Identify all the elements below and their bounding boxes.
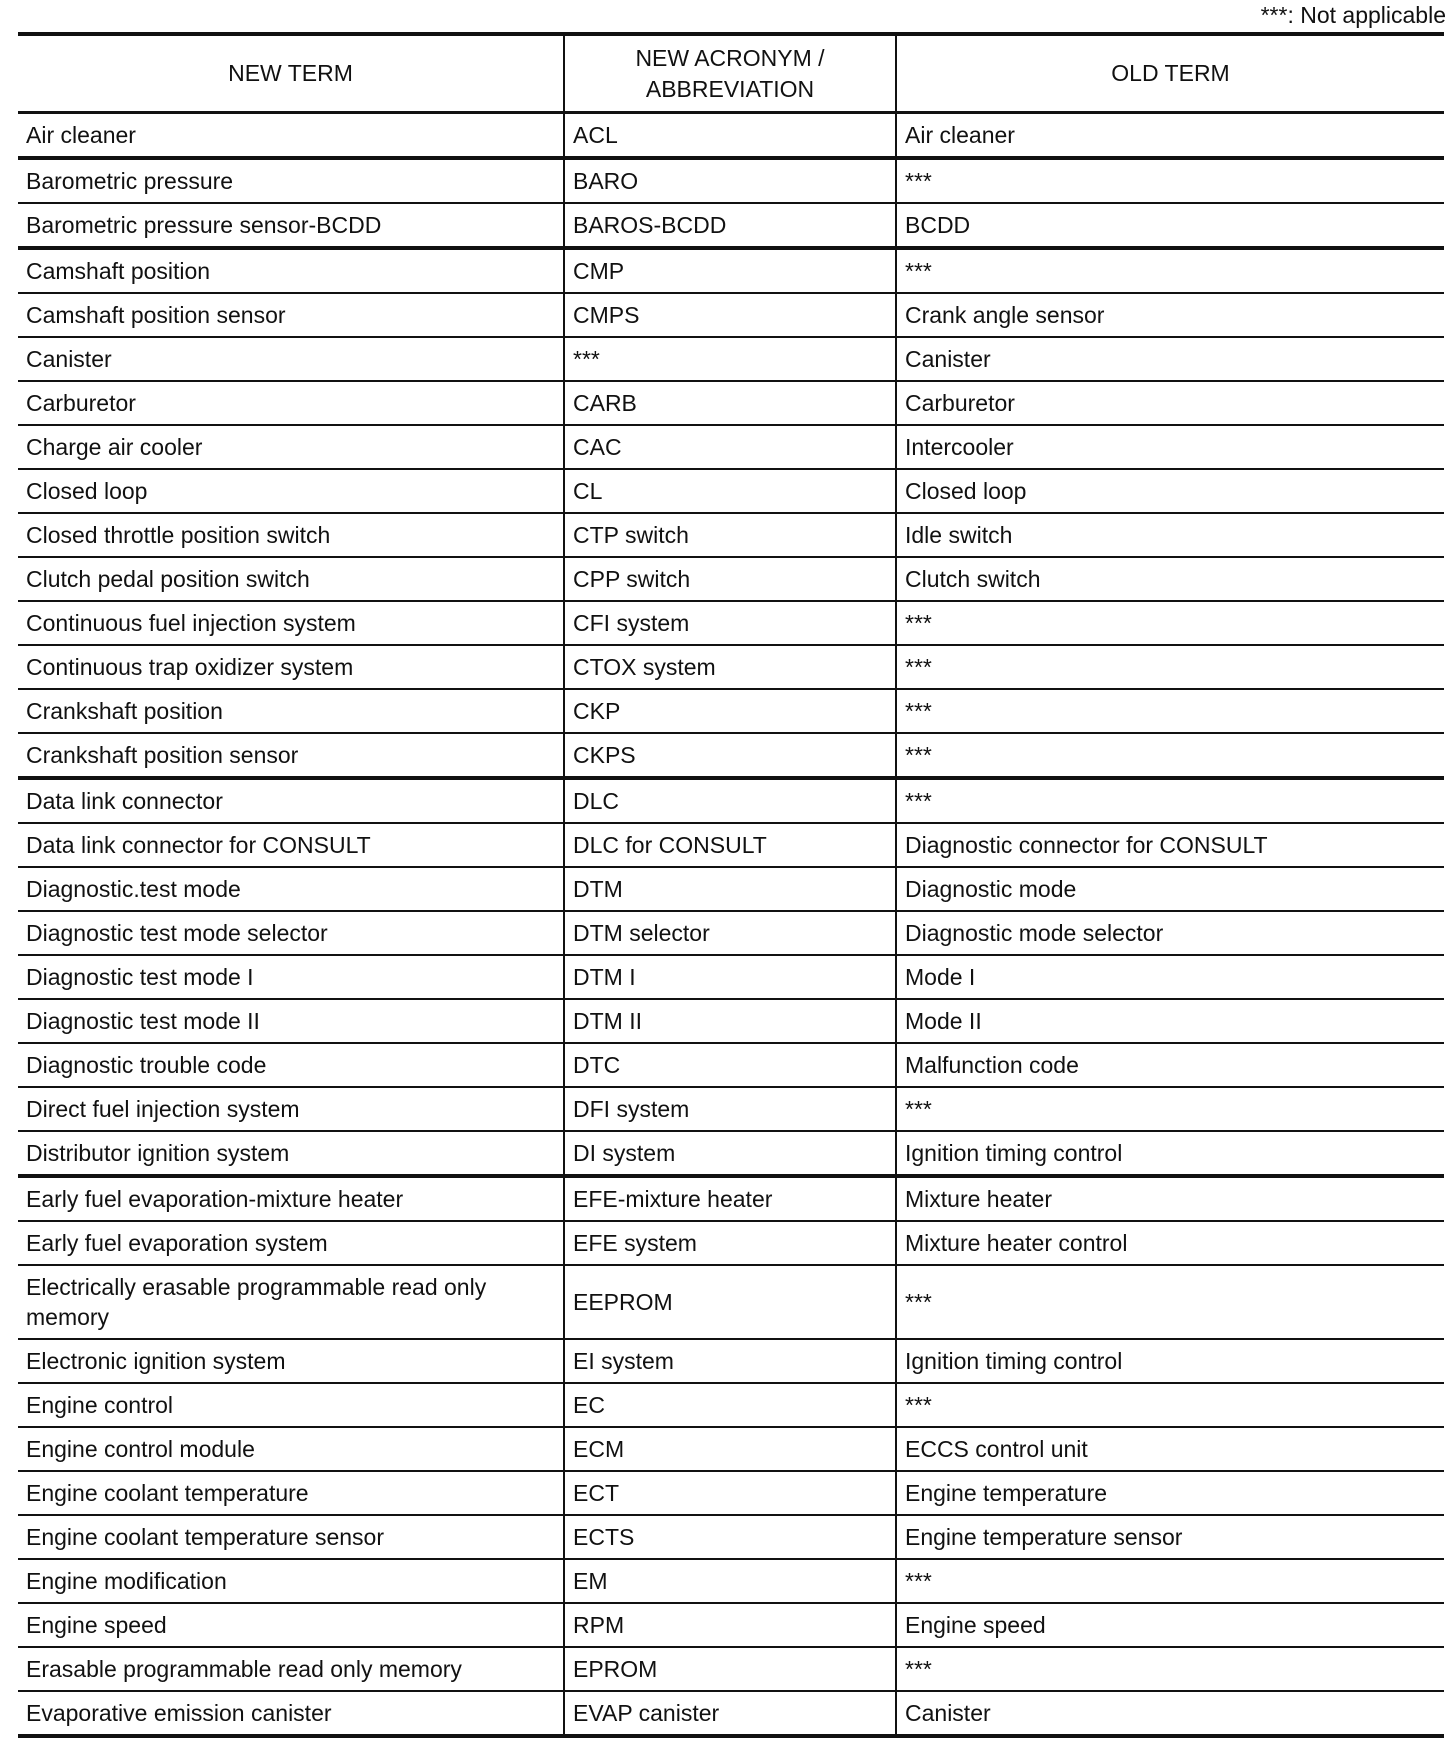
new-term-cell: Distributor ignition system — [18, 1131, 564, 1176]
acronym-cell: DLC — [564, 778, 896, 823]
old-term-cell: Idle switch — [896, 513, 1444, 557]
table-row — [18, 158, 1444, 203]
new-term-cell: Diagnostic test mode II — [18, 999, 564, 1043]
new-acronym-header-line1: NEW ACRONYM / — [635, 44, 825, 71]
old-term-cell: Engine speed — [896, 1603, 1444, 1647]
new-term-cell: Clutch pedal position switch — [18, 557, 564, 601]
acronym-cell: EEPROM — [564, 1265, 896, 1339]
acronym-cell: DTM — [564, 867, 896, 911]
table-row — [18, 513, 1444, 557]
acronym-cell: CKP — [564, 689, 896, 733]
old-term-cell: Crank angle sensor — [896, 293, 1444, 337]
new-term-cell: Data link connector for CONSULT — [18, 823, 564, 867]
table-row — [18, 248, 1444, 293]
new-term-cell: Direct fuel injection system — [18, 1087, 564, 1131]
table-row — [18, 1265, 1444, 1339]
old-term-cell: Malfunction code — [896, 1043, 1444, 1087]
new-term-cell: Early fuel evaporation system — [18, 1221, 564, 1265]
table-row — [18, 1559, 1444, 1603]
new-term-cell: Camshaft position sensor — [18, 293, 564, 337]
old-term-cell: Diagnostic mode — [896, 867, 1444, 911]
old-term-cell: Ignition timing control — [896, 1131, 1444, 1176]
old-term-cell: Mode II — [896, 999, 1444, 1043]
new-term-cell: Crankshaft position — [18, 689, 564, 733]
new-term-cell: Charge air cooler — [18, 425, 564, 469]
old-term-cell: *** — [896, 733, 1444, 778]
old-term-cell: *** — [896, 645, 1444, 689]
new-term-cell: Barometric pressure sensor-BCDD — [18, 203, 564, 248]
old-term-cell: Intercooler — [896, 425, 1444, 469]
acronym-cell: EC — [564, 1383, 896, 1427]
old-term-cell: Mixture heater control — [896, 1221, 1444, 1265]
table-row — [18, 293, 1444, 337]
terminology-table — [18, 32, 1444, 1738]
old-term-cell: *** — [896, 1383, 1444, 1427]
new-term-cell: Closed throttle position switch — [18, 513, 564, 557]
new-term-cell: Diagnostic trouble code — [18, 1043, 564, 1087]
new-term-cell: Diagnostic test mode selector — [18, 911, 564, 955]
acronym-cell: DI system — [564, 1131, 896, 1176]
acronym-cell: CKPS — [564, 733, 896, 778]
table-row — [18, 1087, 1444, 1131]
old-term-cell: Canister — [896, 337, 1444, 381]
old-term-cell: BCDD — [896, 203, 1444, 248]
table-body — [18, 113, 1444, 1737]
table-row — [18, 1043, 1444, 1087]
acronym-cell: DFI system — [564, 1087, 896, 1131]
old-term-cell: Carburetor — [896, 381, 1444, 425]
table-row — [18, 337, 1444, 381]
acronym-cell: CFI system — [564, 601, 896, 645]
not-applicable-note: ***: Not applicable — [1260, 2, 1446, 28]
old-term-cell: Clutch switch — [896, 557, 1444, 601]
acronym-cell: EFE-mixture heater — [564, 1176, 896, 1221]
table-row — [18, 1647, 1444, 1691]
acronym-cell: EI system — [564, 1339, 896, 1383]
table-row — [18, 733, 1444, 778]
acronym-cell: CL — [564, 469, 896, 513]
old-term-cell: Mode I — [896, 955, 1444, 999]
old-term-cell: Air cleaner — [896, 113, 1444, 159]
table-row — [18, 1471, 1444, 1515]
new-term-cell: Data link connector — [18, 778, 564, 823]
table-row — [18, 1427, 1444, 1471]
new-term-cell: Continuous fuel injection system — [18, 601, 564, 645]
acronym-cell: CPP switch — [564, 557, 896, 601]
table-row — [18, 557, 1444, 601]
new-term-cell: Engine control module — [18, 1427, 564, 1471]
acronym-cell: BARO — [564, 158, 896, 203]
old-term-cell: *** — [896, 1087, 1444, 1131]
new-term-cell: Engine modification — [18, 1559, 564, 1603]
table-row — [18, 203, 1444, 248]
acronym-cell: CAC — [564, 425, 896, 469]
new-term-cell: Barometric pressure — [18, 158, 564, 203]
new-term-cell: Canister — [18, 337, 564, 381]
acronym-cell: DTC — [564, 1043, 896, 1087]
acronym-cell: ECT — [564, 1471, 896, 1515]
acronym-cell: CMPS — [564, 293, 896, 337]
old-term-cell: Engine temperature — [896, 1471, 1444, 1515]
old-term-cell: Closed loop — [896, 469, 1444, 513]
acronym-cell: EPROM — [564, 1647, 896, 1691]
header-row — [18, 34, 1444, 113]
new-term-cell: Early fuel evaporation-mixture heater — [18, 1176, 564, 1221]
old-term-cell: *** — [896, 778, 1444, 823]
new-term-cell: Engine control — [18, 1383, 564, 1427]
old-term-cell: Ignition timing control — [896, 1339, 1444, 1383]
old-term-header: OLD TERM — [896, 34, 1444, 113]
new-term-cell: Carburetor — [18, 381, 564, 425]
new-term-cell: Diagnostic.test mode — [18, 867, 564, 911]
table-row — [18, 1383, 1444, 1427]
old-term-cell: *** — [896, 158, 1444, 203]
old-term-cell: Diagnostic mode selector — [896, 911, 1444, 955]
old-term-cell: *** — [896, 1559, 1444, 1603]
new-term-cell: Electrically erasable programmable read only memory — [18, 1265, 564, 1339]
old-term-cell: Diagnostic connector for CONSULT — [896, 823, 1444, 867]
new-term-cell: Evaporative emission canister — [18, 1691, 564, 1736]
new-term-cell: Electronic ignition system — [18, 1339, 564, 1383]
table-row — [18, 911, 1444, 955]
new-term-cell: Air cleaner — [18, 113, 564, 159]
acronym-cell: RPM — [564, 1603, 896, 1647]
table-row — [18, 425, 1444, 469]
acronym-cell: DTM II — [564, 999, 896, 1043]
old-term-cell: Engine temperature sensor — [896, 1515, 1444, 1559]
old-term-cell: *** — [896, 1647, 1444, 1691]
table-row — [18, 113, 1444, 159]
table-row — [18, 955, 1444, 999]
acronym-cell: CMP — [564, 248, 896, 293]
table-row — [18, 1176, 1444, 1221]
new-term-cell: Engine speed — [18, 1603, 564, 1647]
new-term-cell: Continuous trap oxidizer system — [18, 645, 564, 689]
table-row — [18, 469, 1444, 513]
old-term-cell: *** — [896, 689, 1444, 733]
table-row — [18, 1691, 1444, 1736]
table-row — [18, 645, 1444, 689]
acronym-cell: DLC for CONSULT — [564, 823, 896, 867]
acronym-cell: CTOX system — [564, 645, 896, 689]
table-row — [18, 1603, 1444, 1647]
acronym-cell: BAROS-BCDD — [564, 203, 896, 248]
table-row — [18, 778, 1444, 823]
acronym-cell: CTP switch — [564, 513, 896, 557]
new-term-header: NEW TERM — [228, 60, 353, 86]
old-term-cell: Canister — [896, 1691, 1444, 1736]
old-term-cell: Mixture heater — [896, 1176, 1444, 1221]
acronym-cell: CARB — [564, 381, 896, 425]
table-row — [18, 689, 1444, 733]
new-term-cell: Closed loop — [18, 469, 564, 513]
new-term-cell: Engine coolant temperature — [18, 1471, 564, 1515]
new-term-cell: Erasable programmable read only memory — [18, 1647, 564, 1691]
new-acronym-header — [564, 34, 896, 113]
new-term-cell: Diagnostic test mode I — [18, 955, 564, 999]
new-term-cell: Crankshaft position sensor — [18, 733, 564, 778]
old-term-cell: *** — [896, 601, 1444, 645]
acronym-cell: EM — [564, 1559, 896, 1603]
acronym-cell: EVAP canister — [564, 1691, 896, 1736]
acronym-cell: EFE system — [564, 1221, 896, 1265]
table-row — [18, 823, 1444, 867]
acronym-cell: DTM I — [564, 955, 896, 999]
table-row — [18, 999, 1444, 1043]
table-row — [18, 381, 1444, 425]
table-row — [18, 1515, 1444, 1559]
table-row — [18, 601, 1444, 645]
new-term-cell: Camshaft position — [18, 248, 564, 293]
old-term-cell: *** — [896, 1265, 1444, 1339]
table-row — [18, 1221, 1444, 1265]
table-row — [18, 1131, 1444, 1176]
acronym-cell: ECM — [564, 1427, 896, 1471]
new-term-cell: Engine coolant temperature sensor — [18, 1515, 564, 1559]
acronym-cell: ACL — [564, 113, 896, 159]
acronym-cell: ECTS — [564, 1515, 896, 1559]
old-term-cell: ECCS control unit — [896, 1427, 1444, 1471]
new-acronym-header-line2: ABBREVIATION — [645, 75, 815, 102]
acronym-cell: DTM selector — [564, 911, 896, 955]
acronym-cell: *** — [564, 337, 896, 381]
table-row — [18, 1339, 1444, 1383]
old-term-cell: *** — [896, 248, 1444, 293]
table-row — [18, 867, 1444, 911]
